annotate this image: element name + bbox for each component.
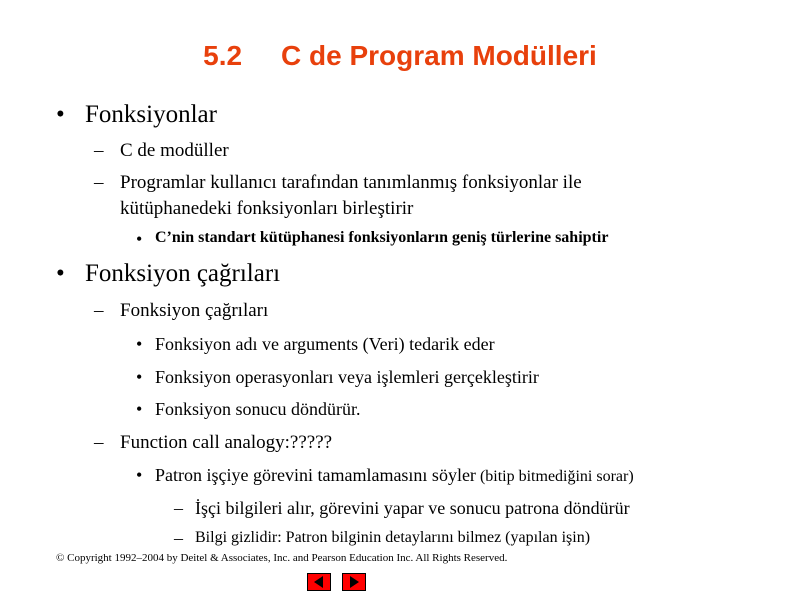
- bullet-level3: Fonksiyon operasyonları veya işlemleri gerçekleştirir: [155, 367, 539, 387]
- bullet-level2: Programlar kullanıcı tarafından tanımlanmış fonksiyonlar ile: [120, 172, 582, 193]
- bullet-level3-aside: (bitip bitmediğini sorar): [475, 468, 634, 485]
- bullet-dot: •: [136, 334, 143, 354]
- bullet-level2-continuation: kütüphanedeki fonksiyonları birleştirir: [120, 198, 414, 219]
- bullet-level2: Fonksiyon çağrıları: [120, 300, 269, 321]
- bullet-level4: Bilgi gizlidir: Patron bilginin detaylarını bilmez (yapılan işin): [195, 529, 591, 546]
- bullet-dash: –: [94, 172, 104, 193]
- bullet-level3: Fonksiyon sonucu döndürür.: [155, 399, 361, 419]
- copyright-notice: © Copyright 1992–2004 by Deitel & Associates, Inc. and Pearson Education Inc. All Rights Reserved.: [56, 552, 508, 564]
- bullet-level3: C’nin standart kütüphanesi fonksiyonların geniş türlerine sahiptir: [155, 229, 609, 246]
- prev-slide-button[interactable]: [307, 573, 331, 591]
- bullet-dot: •: [136, 229, 143, 249]
- bullet-dot: •: [56, 101, 65, 128]
- bullet-dash: –: [174, 498, 183, 518]
- left-arrow-icon: [308, 574, 330, 590]
- bullet-level2: Function call analogy:?????: [120, 432, 333, 453]
- bullet-level4: İşçi bilgileri alır, görevini yapar ve sonucu patrona döndürür: [195, 498, 630, 518]
- right-arrow-icon: [343, 574, 365, 590]
- next-slide-button[interactable]: [342, 573, 366, 591]
- bullet-dash: –: [94, 140, 104, 161]
- bullet-level3: [155, 465, 634, 486]
- bullet-level3-main: Patron işçiye görevini tamamlamasını söyler: [155, 465, 476, 485]
- bullet-level2: C de modüller: [120, 140, 229, 161]
- bullet-dot: •: [136, 399, 143, 419]
- bullet-level1: Fonksiyon çağrıları: [85, 260, 281, 287]
- bullet-level1: Fonksiyonlar: [85, 101, 217, 128]
- slide-title: 5.2 C de Program Modülleri: [203, 40, 597, 71]
- bullet-dot: •: [56, 260, 65, 287]
- bullet-level3: Fonksiyon adı ve arguments (Veri) tedarik eder: [155, 334, 495, 354]
- bullet-dash: –: [94, 432, 104, 453]
- bullet-dash: –: [94, 300, 104, 321]
- bullet-dash: –: [174, 528, 183, 548]
- bullet-dot: •: [136, 465, 143, 485]
- bullet-dot: •: [136, 367, 143, 387]
